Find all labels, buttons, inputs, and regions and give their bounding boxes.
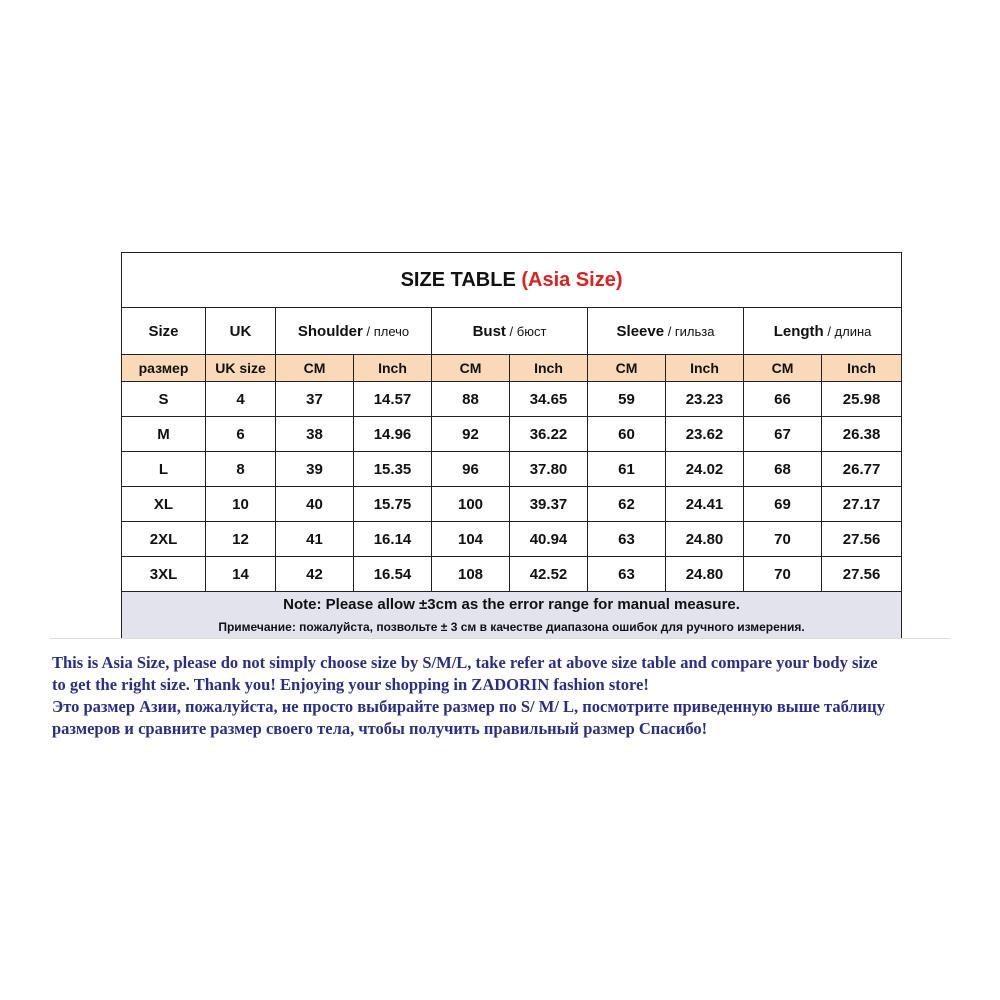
table-cell: 16.14: [354, 522, 432, 557]
unit-row: [122, 355, 902, 382]
table-cell: 92: [432, 417, 510, 452]
table-cell: 15.75: [354, 487, 432, 522]
table-cell: 39: [276, 452, 354, 487]
note-russian: Примечание: пожалуйста, позвольте ± 3 см в качестве диапазона ошибок для ручного измерения.: [218, 620, 805, 634]
header-length: [744, 308, 902, 355]
table-cell: 14.96: [354, 417, 432, 452]
header-row: [122, 308, 902, 355]
header-bust-label: Bust: [472, 322, 506, 340]
unit-cell: Inch: [354, 355, 432, 382]
table-cell: 27.17: [822, 487, 902, 522]
table-cell: L: [122, 452, 206, 487]
table-cell: 60: [588, 417, 666, 452]
table-cell: 39.37: [510, 487, 588, 522]
table-cell: 34.65: [510, 382, 588, 417]
table-cell: 40: [276, 487, 354, 522]
table-cell: 100: [432, 487, 510, 522]
advice-line: to get the right size. Thank you! Enjoying your shopping in ZADORIN fashion store!: [52, 675, 649, 694]
table-cell: 59: [588, 382, 666, 417]
table-title-main: SIZE TABLE: [400, 268, 516, 291]
header-bust: [432, 308, 588, 355]
unit-cell: CM: [588, 355, 666, 382]
header-sleeve-label: Sleeve: [616, 322, 665, 340]
note-english: Note: Please allow ±3cm as the error range for manual measure.: [283, 596, 740, 613]
header-shoulder-ru: / плечо: [362, 323, 410, 339]
table-cell: 26.77: [822, 452, 902, 487]
table-cell: 63: [588, 557, 666, 592]
header-shoulder-label: Shoulder: [297, 322, 363, 340]
table-cell: 24.80: [666, 557, 744, 592]
size-table-container: [121, 252, 901, 638]
advice-line: размеров и сравните размер своего тела, чтобы получить правильный размер Спасибо!: [52, 719, 708, 738]
table-cell: 27.56: [822, 522, 902, 557]
table-cell: 41: [276, 522, 354, 557]
divider: [50, 638, 950, 639]
table-cell: 24.41: [666, 487, 744, 522]
header-size: [122, 308, 206, 355]
table-cell: 14.57: [354, 382, 432, 417]
note-cell: [122, 592, 902, 639]
unit-cell: CM: [276, 355, 354, 382]
header-length-label: Length: [773, 322, 824, 340]
unit-cell: CM: [744, 355, 822, 382]
table-cell: 70: [744, 557, 822, 592]
table-cell: 70: [744, 522, 822, 557]
table-cell: 26.38: [822, 417, 902, 452]
table-cell: 42: [276, 557, 354, 592]
table-row: [122, 487, 902, 522]
table-title-subtitle: (Asia Size): [521, 268, 623, 291]
table-cell: 66: [744, 382, 822, 417]
table-cell: 108: [432, 557, 510, 592]
unit-cell: размер: [122, 355, 206, 382]
table-cell: 2XL: [122, 522, 206, 557]
table-cell: 96: [432, 452, 510, 487]
table-cell: 62: [588, 487, 666, 522]
table-row: [122, 382, 902, 417]
table-cell: 40.94: [510, 522, 588, 557]
header-size-label: Size: [148, 322, 179, 340]
table-cell: 36.22: [510, 417, 588, 452]
table-cell: 23.62: [666, 417, 744, 452]
table-cell: 23.23: [666, 382, 744, 417]
table-cell: 37.80: [510, 452, 588, 487]
table-cell: S: [122, 382, 206, 417]
advice-line: Это размер Азии, пожалуйста, не просто выбирайте размер по S/ M/ L, посмотрите приведенную выше таблицу: [52, 697, 885, 716]
table-cell: 24.80: [666, 522, 744, 557]
table-cell: 12: [206, 522, 276, 557]
table-cell: 42.52: [510, 557, 588, 592]
header-uk-label: UK: [229, 322, 252, 340]
table-cell: 27.56: [822, 557, 902, 592]
size-table: [121, 252, 902, 639]
unit-cell: Inch: [666, 355, 744, 382]
table-cell: 4: [206, 382, 276, 417]
table-cell: 67: [744, 417, 822, 452]
note-row: [122, 592, 902, 639]
header-uk: [206, 308, 276, 355]
table-title-row: [122, 253, 902, 308]
table-title: [122, 253, 902, 308]
header-bust-ru: / бюст: [505, 323, 547, 339]
table-cell: 3XL: [122, 557, 206, 592]
unit-cell: UK size: [206, 355, 276, 382]
table-row: [122, 417, 902, 452]
header-sleeve-ru: / гильза: [664, 323, 715, 339]
table-row: [122, 452, 902, 487]
table-row: [122, 557, 902, 592]
table-cell: 10: [206, 487, 276, 522]
unit-cell: Inch: [822, 355, 902, 382]
table-row: [122, 522, 902, 557]
table-cell: 88: [432, 382, 510, 417]
table-cell: 68: [744, 452, 822, 487]
table-cell: XL: [122, 487, 206, 522]
table-cell: 25.98: [822, 382, 902, 417]
table-cell: 15.35: [354, 452, 432, 487]
table-cell: 69: [744, 487, 822, 522]
unit-cell: Inch: [510, 355, 588, 382]
table-cell: M: [122, 417, 206, 452]
table-cell: 14: [206, 557, 276, 592]
table-cell: 8: [206, 452, 276, 487]
table-cell: 16.54: [354, 557, 432, 592]
table-cell: 61: [588, 452, 666, 487]
unit-cell: CM: [432, 355, 510, 382]
header-shoulder: [276, 308, 432, 355]
table-cell: 63: [588, 522, 666, 557]
header-length-ru: / длина: [823, 323, 872, 339]
table-cell: 24.02: [666, 452, 744, 487]
size-advice-text: [52, 652, 952, 740]
header-sleeve: [588, 308, 744, 355]
table-cell: 104: [432, 522, 510, 557]
advice-line: This is Asia Size, please do not simply choose size by S/M/L, take refer at above size table and compare your body size: [52, 653, 878, 672]
table-cell: 38: [276, 417, 354, 452]
table-cell: 6: [206, 417, 276, 452]
table-cell: 37: [276, 382, 354, 417]
